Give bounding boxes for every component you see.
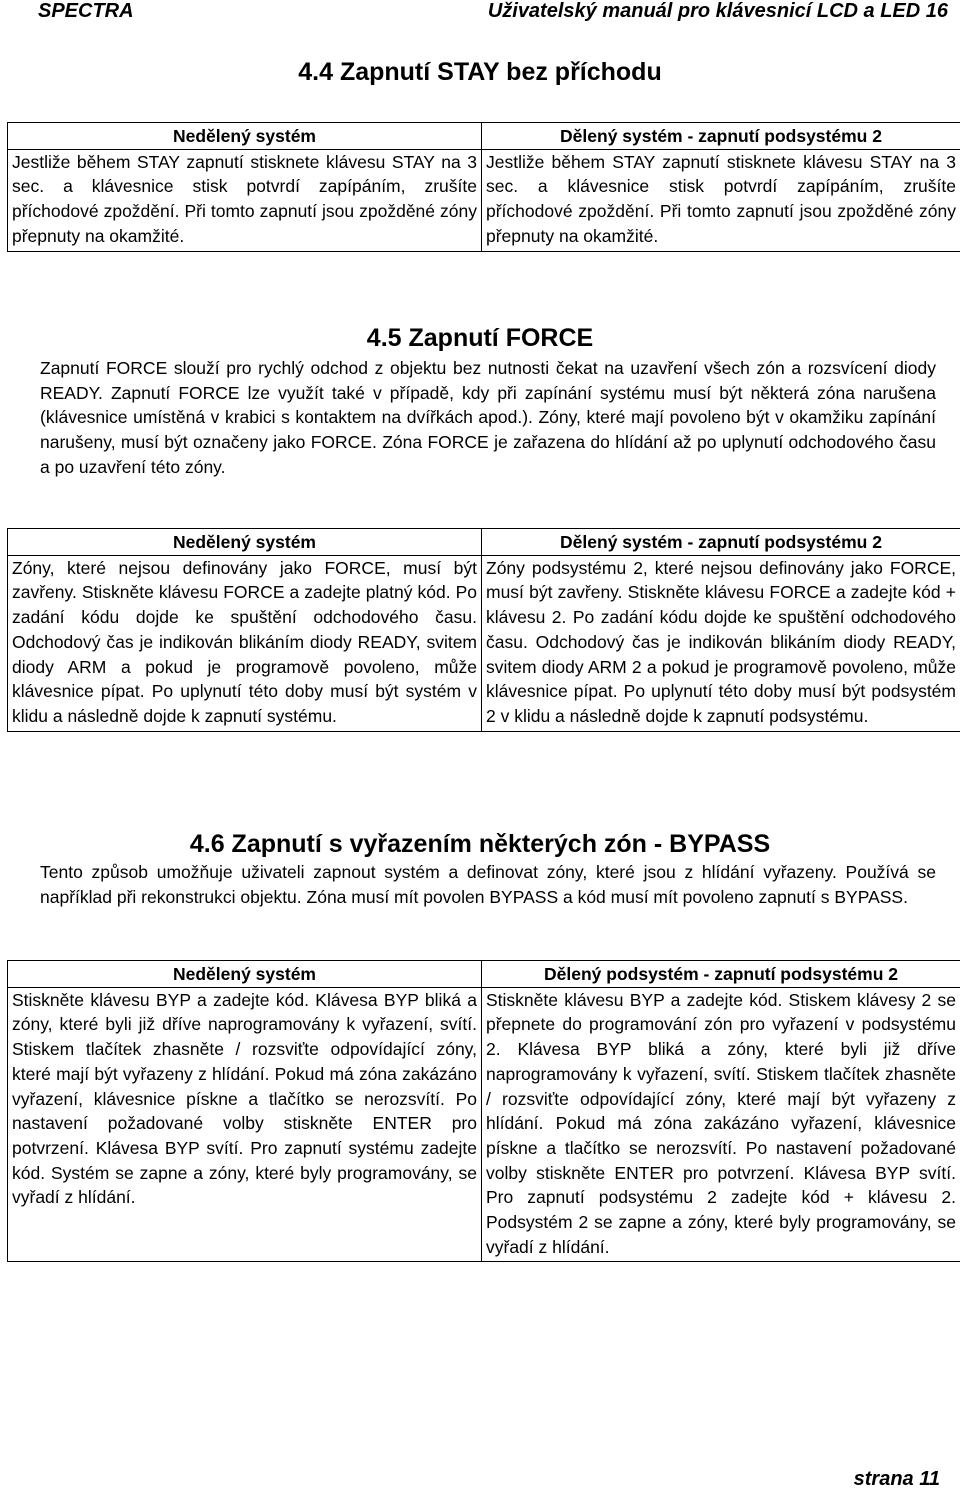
section-heading-4-4: 4.4 Zapnutí STAY bez příchodu <box>298 58 662 86</box>
column-header-undivided: Nedělený systém <box>8 529 482 556</box>
column-header-undivided: Nedělený systém <box>8 123 482 150</box>
column-header-divided: Dělený systém - zapnutí podsystému 2 <box>482 529 960 556</box>
cell-undivided-text: Stiskněte klávesu BYP a zadejte kód. Klávesa BYP bliká a zóny, které byli již dříve naprogramovány k vyřazení, svítí. Stiskem tlačítek zhasněte / rozsviťte odpovídající zóny, které mají být vyřazeny z hlídání. Pokud má zóna zakázáno vyřazení, klávesnice pískne a tlačítko se nerozsvítí. Po nastavení požadované volby stiskněte ENTER pro potvrzení. Klávesa BYP svítí. Pro zapnutí systému zadejte kód. Systém se zapne a zóny, které byly programovány, se vyřadí z hlídání. <box>8 987 482 1262</box>
force-description: Zapnutí FORCE slouží pro rychlý odchod z objektu bez nutnosti čekat na uzavření všech zón a rozsvícení diody READY. Zapnutí FORCE lze využít také v případě, kdy při zapínání systému musí být některá zóna narušena (klávesnice umístěná v krabici s kontaktem na dvířkách apod.). Zóny, které mají povoleno být v okamžiku zapínání narušeny, musí být označeny jako FORCE. Zóna FORCE je zařazena do hlídání až po uplynutí odchodového času a po uzavření této zóny. <box>40 358 936 477</box>
cell-undivided-text: Zóny, které nejsou definovány jako FORCE, musí být zavřeny. Stiskněte klávesu FORCE a zadejte platný kód. Po zadání kódu dojde ke spuštění odchodového času. Odchodový čas je indikován blikáním diody READY, svitem diody ARM a pokud je programově povoleno, může klávesnice pípat. Po uplynutí této doby musí být systém v klidu a následně dojde k zapnutí systému. <box>8 555 482 731</box>
brand-name: SPECTRA <box>38 0 134 22</box>
force-comparison-table <box>7 528 960 732</box>
cell-divided-text: Zóny podsystému 2, které nejsou definovány jako FORCE, musí být zavřeny. Stiskněte klávesu FORCE a zadejte kód + klávesu 2. Po zadání kódu dojde ke spuštění odchodového času. Odchodový čas je indikován blikáním diody READY, svitem diody ARM 2 a pokud je programově povoleno, může klávesnice pípat. Po uplynutí této doby musí být podsystém 2 v klidu a následně dojde k zapnutí podsystému. <box>482 555 960 731</box>
manual-title: Uživatelský manuál pro klávesnicí LCD a LED 16 <box>487 0 948 22</box>
bypass-comparison-table <box>7 960 960 1262</box>
cell-undivided-text: Jestliže během STAY zapnutí stisknete klávesu STAY na 3 sec. a klávesnice stisk potvrdí zapípáním, zrušíte příchodové zpoždění. Při tomto zapnutí jsou zpožděné zóny přepnuty na okamžité. <box>8 149 482 251</box>
column-header-divided: Dělený podsystém - zapnutí podsystému 2 <box>482 961 960 988</box>
page-number: strana 11 <box>853 1468 940 1490</box>
stay-comparison-table <box>7 122 960 252</box>
section-heading-4-6: 4.6 Zapnutí s vyřazením některých zón - BYPASS <box>189 830 771 858</box>
cell-divided-text: Jestliže během STAY zapnutí stisknete klávesu STAY na 3 sec. a klávesnice stisk potvrdí zapípáním, zrušíte příchodové zpoždění. Při tomto zapnutí jsou zpožděné zóny přepnuty na okamžité. <box>482 149 960 251</box>
bypass-description: Tento způsob umožňuje uživateli zapnout systém a definovat zóny, které jsou z hlídání vyřazeny. Používá se například při rekonstrukci objektu. Zóna musí mít povolen BYPASS a kód musí mít povoleno zapnutí s BYPASS. <box>40 862 936 907</box>
section-heading-4-5: 4.5 Zapnutí FORCE <box>366 324 594 352</box>
column-header-divided: Dělený systém - zapnutí podsystému 2 <box>482 123 960 150</box>
column-header-undivided: Nedělený systém <box>8 961 482 988</box>
page-header <box>0 0 960 26</box>
cell-divided-text: Stiskněte klávesu BYP a zadejte kód. Stiskem klávesy 2 se přepnete do programování zón pro vyřazení v podsystému 2. Klávesa BYP bliká a zóny, které byli již dříve naprogramovány k vyřazení, svítí. Stiskem tlačítek zhasněte / rozsviťte odpovídající zóny, které mají být vyřazeny z hlídání. Pokud má zóna zakázáno vyřazení, klávesnice pískne a tlačítko se nerozsvítí. Po nastavení požadované volby stiskněte ENTER pro potvrzení. Klávesa BYP svítí. Pro zapnutí podsystému 2 zadejte kód + klávesu 2. Podsystém 2 se zapne a zóny, které byly programovány, se vyřadí z hlídání. <box>482 987 960 1262</box>
